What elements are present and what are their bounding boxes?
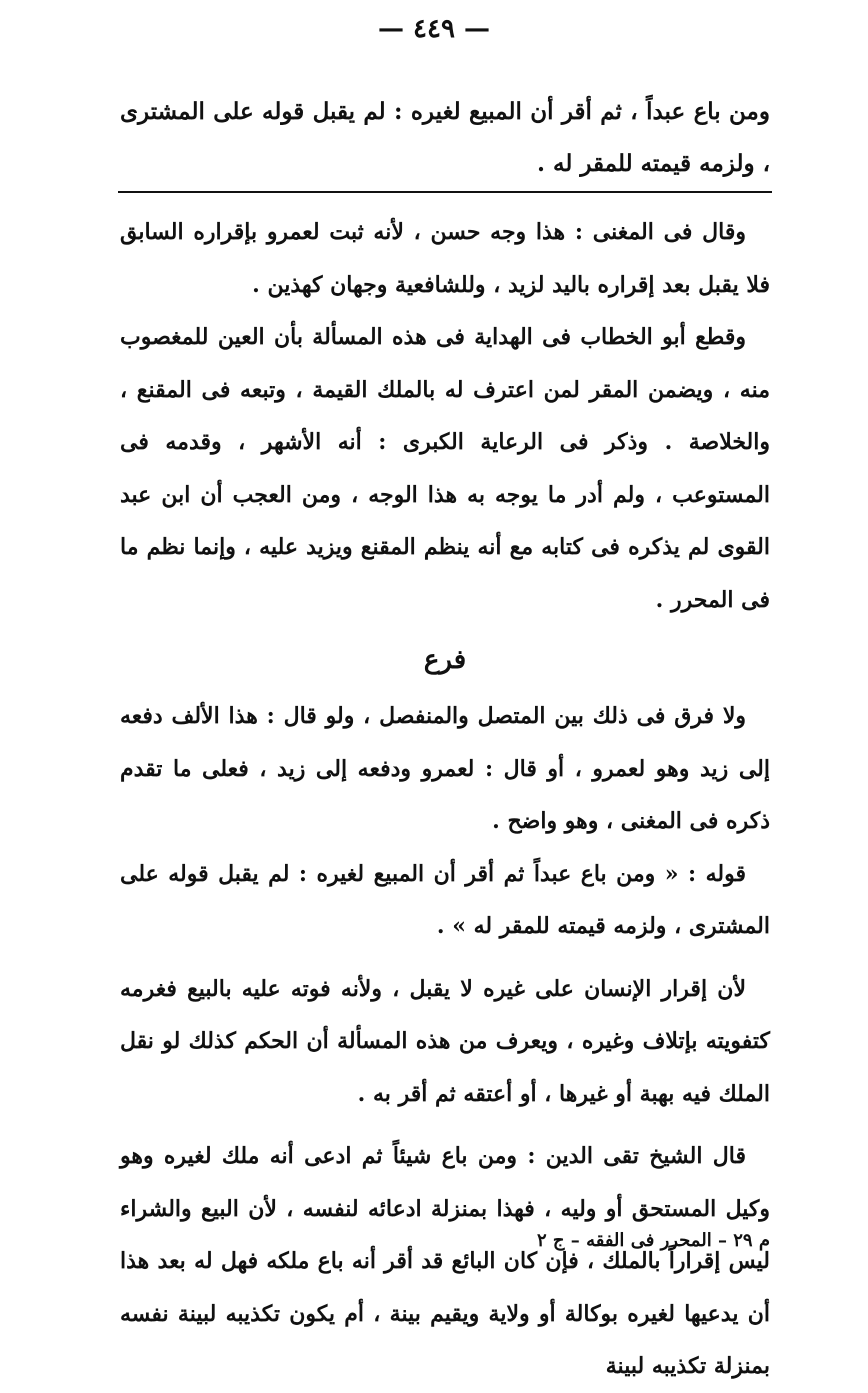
commentary-paragraph-2: وقطع أبو الخطاب فى الهداية فى هذه المسألة بأن العين للمغصوب منه ، ويضمن المقر لمن اعترف له بالملك القيمة ، وتبعه فى المقنع ، والخلاصة . وذكر فى الرعاية الكبرى : أنه الأشهر ، وقدمه فى المستوعب ، ولم أدر ما يوجه به هذا الوجه ، ومن العجب أن ابن عبد القوى لم يذكره فى كتابه مع أنه ينظم المقنع ويزيد عليه ، وإنما نظم ما فى المحرر . bbox=[120, 324, 770, 613]
commentary-paragraph-5: لأن إقرار الإنسان على غيره لا يقبل ، ولأنه فوته عليه بالبيع فغرمه كتفويته بإتلاف وغيره ، ويعرف من هذه المسألة أن الحكم كذلك لو نقل الملك فيه بهبة أو غيرها ، أو أعتقه ثم أقر به . bbox=[120, 975, 770, 1107]
signature-footer: م ٢٩ – المحرر فى الفقه – ج ٢ bbox=[536, 1230, 770, 1251]
commentary-paragraph-1: وقال فى المغنى : هذا وجه حسن ، لأنه ثبت لعمرو بإقراره السابق فلا يقبل بعد إقراره باليد لزيد ، وللشافعية وجهان كهذين . bbox=[120, 219, 770, 298]
page-number: — ٤٤٩ — bbox=[377, 14, 491, 44]
section-heading: فرع bbox=[423, 645, 467, 675]
qawluhu-label: قوله : bbox=[688, 860, 746, 887]
quoted-matn: « ومن باع عبداً ثم أقر أن المبيع لغيره : لم يقبل قوله على المشترى ، ولزمه قيمته للمقر له » . bbox=[120, 860, 770, 939]
commentary-paragraph-4 bbox=[120, 848, 770, 953]
matn-paragraph: ومن باع عبداً ، ثم أقر أن المبيع لغيره : لم يقبل قوله على المشترى ، ولزمه قيمته للمقر له . bbox=[120, 98, 770, 177]
separator-rule bbox=[118, 191, 772, 193]
commentary-block bbox=[120, 206, 770, 1393]
commentary-paragraph-3: ولا فرق فى ذلك بين المتصل والمنفصل ، ولو قال : هذا الألف دفعه إلى زيد وهو لعمرو ، أو قال : لعمرو ودفعه إلى زيد ، فعلى ما تقدم ذكره فى المغنى ، وهو واضح . bbox=[120, 703, 770, 834]
matn-text-block bbox=[120, 86, 770, 190]
commentary-paragraph-6: قال الشيخ تقى الدين : ومن باع شيئاً ثم ادعى أنه ملك لغيره وهو وكيل المستحق أو وليه ، فهذا بمنزلة ادعائه لنفسه ، لأن البيع والشراء ليس إقراراً بالملك ، فإن كان البائع قد أقر أنه باع ملكه فهل له بعد هذا أن يدعيها لغيره بوكالة أو ولاية ويقيم بينة ، أم يكون تكذيبه لبينة نفسه بمنزلة تكذيبه لبينة bbox=[120, 1143, 770, 1379]
